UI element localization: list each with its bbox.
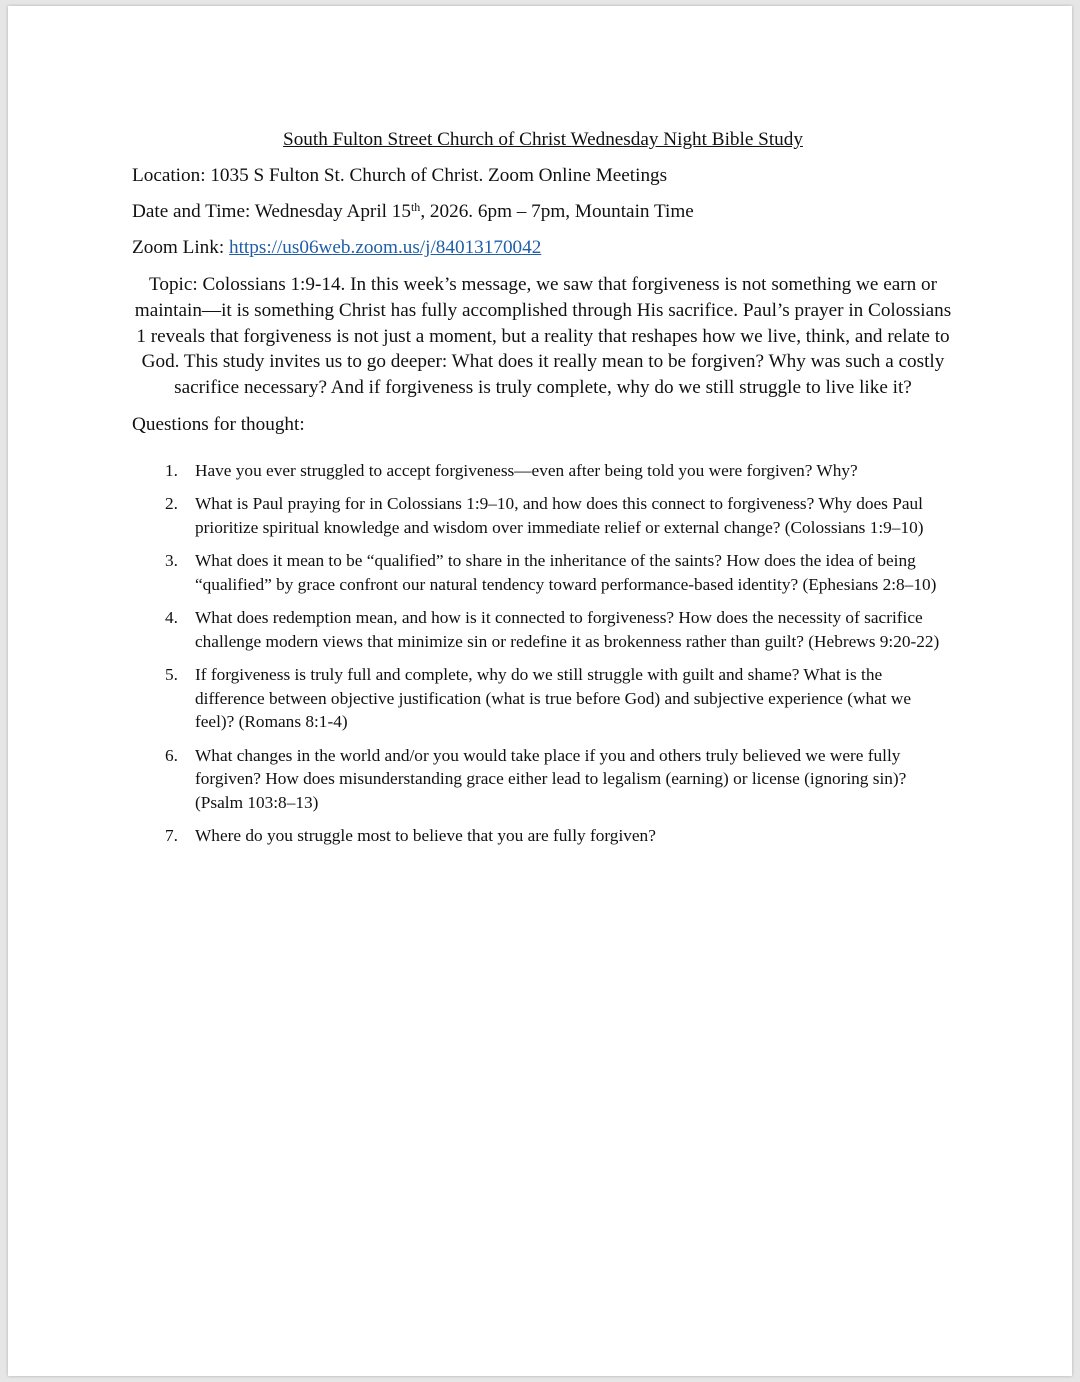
zoom-link[interactable]: https://us06web.zoom.us/j/84013170042 [229, 237, 542, 258]
question-item [132, 663, 954, 734]
question-number: 4. [165, 608, 178, 628]
questions-list [132, 459, 954, 848]
zoom-line [132, 236, 954, 260]
question-text: What does it mean to be “qualified” to share in the inheritance of the saints? How does the idea of being “qualified” by grace confront our natural tendency toward performance-based identity? (Ephesians 2:8–10) [195, 551, 937, 594]
datetime-line [132, 200, 954, 224]
zoom-label: Zoom Link: [132, 237, 225, 258]
question-number: 2. [165, 494, 178, 514]
question-item [132, 824, 954, 848]
question-text: If forgiveness is truly full and complete, why do we still struggle with guilt and shame? What is the difference between objective justification (what is true before God) and subjective experience (what we feel)? (Romans 8:1-4) [195, 665, 912, 732]
question-number: 6. [165, 745, 178, 765]
question-item [132, 549, 954, 596]
question-item [132, 459, 954, 483]
datetime-value [255, 201, 694, 222]
question-number: 1. [165, 460, 178, 480]
question-text: What does redemption mean, and how is it connected to forgiveness? How does the necessity of sacrifice challenge modern views that minimize sin or redefine it as brokenness rather than guilt? (Hebrews 9:20-22) [195, 608, 940, 651]
location-line [132, 164, 954, 188]
document-title: South Fulton Street Church of Christ Wednesday Night Bible Study [283, 129, 803, 150]
questions-heading: Questions for thought: [132, 413, 305, 435]
question-item [132, 492, 954, 539]
question-text: Where do you struggle most to believe that you are fully forgiven? [195, 826, 656, 846]
datetime-date: Wednesday April 15 [254, 201, 411, 222]
location-label: Location: [132, 165, 206, 186]
datetime-rest: , 2026. 6pm – 7pm, Mountain Time [420, 201, 694, 222]
location-value: 1035 S Fulton St. Church of Christ. Zoom Online Meetings [210, 165, 668, 186]
question-text: Have you ever struggled to accept forgiveness—even after being told you were forgiven? Why? [195, 460, 858, 480]
question-text: What changes in the world and/or you would take place if you and others truly believed we were fully forgiven? How does misunderstanding grace either lead to legalism (earning) or license (ignoring sin)? (Psalm 103:8–13) [195, 745, 907, 812]
document-page [8, 6, 1072, 1376]
question-number: 3. [165, 551, 178, 571]
datetime-ordinal: th [410, 200, 421, 214]
datetime-label: Date and Time: [132, 201, 251, 222]
topic-paragraph: Topic: Colossians 1:9-14. In this week’s message, we saw that forgiveness is not something we earn or maintain—it is something Christ has fully accomplished through His sacrifice. Paul’s prayer in Colossians 1 reveals that forgiveness is not just a moment, but a reality that reshapes how we live, think, and relate to God. This study invites us to go deeper: What does it really mean to be forgiven? Why was such a costly sacrifice necessary? And if forgiveness is truly complete, why do we still struggle to live like it? [134, 274, 952, 399]
question-item [132, 744, 954, 815]
question-number: 5. [165, 665, 178, 685]
document-content [132, 128, 954, 858]
question-number: 7. [165, 826, 178, 846]
question-item [132, 606, 954, 653]
question-text: What is Paul praying for in Colossians 1:9–10, and how does this connect to forgiveness? Why does Paul prioritize spiritual knowledge and wisdom over immediate relief or external change? (Colossians 1:9–10) [195, 494, 924, 537]
